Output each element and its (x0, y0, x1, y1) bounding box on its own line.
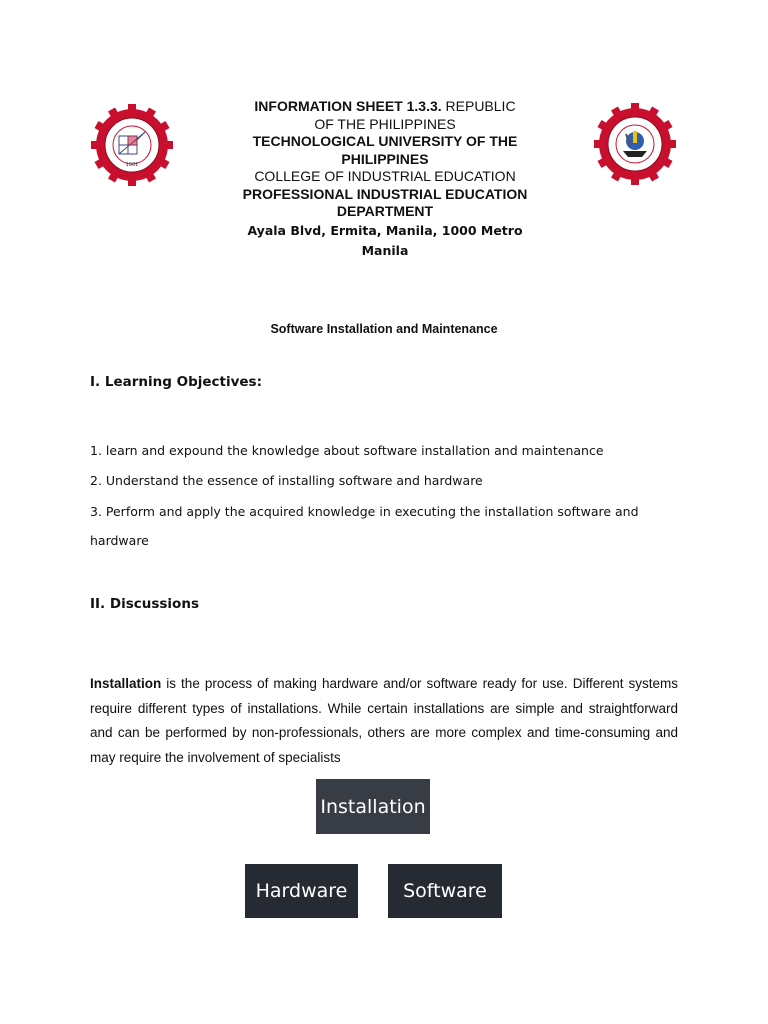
diagram-hardware-box: Hardware (245, 864, 358, 918)
header-college: COLLEGE OF INDUSTRIAL EDUCATION (254, 168, 516, 184)
installation-paragraph: Installation is the process of making hardware and/or software ready for use. Different systems require different types of installations. While certain installations are simple and straightforward and can be performed by non-professionals, others are more complex and time-consuming and may require the involvement of specialists (90, 676, 678, 765)
document-title: Software Installation and Maintenance (270, 322, 498, 336)
header-university-cont: PHILIPPINES (341, 150, 429, 167)
objective-item: 1. learn and expound the knowledge about software installation and maintenance (90, 443, 604, 458)
header-line-1: INFORMATION SHEET 1.3.3. REPUBLIC (254, 98, 516, 114)
learning-objectives-heading: I. Learning Objectives: (90, 374, 262, 390)
header-department: PROFESSIONAL INDUSTRIAL EDUCATION (242, 185, 528, 202)
header-address: Ayala Blvd, Ermita, Manila, 1000 Metro (247, 222, 523, 238)
objective-item: 2. Understand the essence of installing software and hardware (90, 473, 483, 488)
college-seal-icon (592, 101, 678, 187)
objective-item: 3. Perform and apply the acquired knowledge in executing the installation software and hardware (90, 504, 639, 548)
discussions-heading: II. Discussions (90, 596, 199, 612)
institution-header (230, 98, 540, 261)
header-address-cont: Manila (361, 242, 409, 258)
university-seal-icon (89, 102, 175, 188)
seal-year: 1901 (125, 162, 139, 168)
header-department-cont: DEPARTMENT (336, 203, 434, 219)
header-university: TECHNOLOGICAL UNIVERSITY OF THE (252, 133, 518, 149)
header-line-2: OF THE PHILIPPINES (314, 115, 456, 132)
diagram-software-box: Software (388, 864, 502, 918)
installation-term: Installation (90, 676, 162, 691)
diagram-installation-box: Installation (316, 779, 430, 834)
